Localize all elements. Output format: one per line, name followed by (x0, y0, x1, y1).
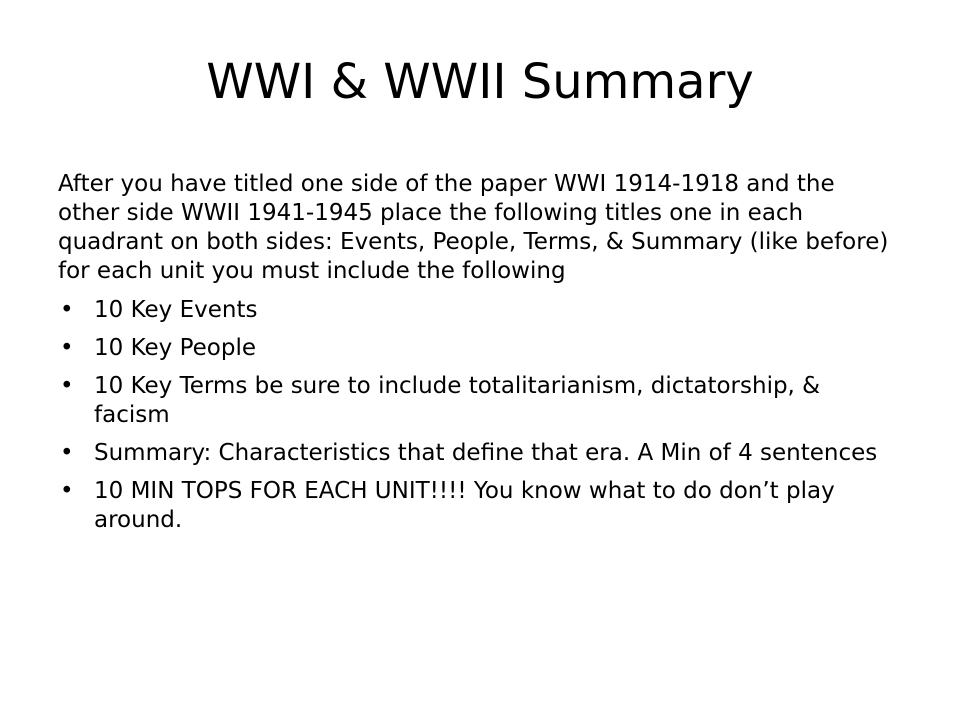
bullet-item-key-people (58, 334, 898, 363)
bullet-icon: • (60, 297, 74, 323)
bullet-text: 10 Key Terms be sure to include totalitarianism, dictatorship, & facism (94, 373, 821, 428)
bullet-item-time-limit (58, 477, 898, 535)
bullet-list (58, 296, 898, 535)
slide-body (58, 170, 898, 544)
slide-title: WWI & WWII Summary (206, 54, 754, 110)
bullet-item-key-events (58, 296, 898, 325)
intro-paragraph: After you have titled one side of the paper WWI 1914-1918 and the other side WWII 1941-1945 place the following titles one in each quadrant on both sides: Events, People, Terms, & Summary (like before) for each unit you must include the following (58, 171, 889, 284)
bullet-icon: • (60, 440, 74, 466)
bullet-text: 10 MIN TOPS FOR EACH UNIT!!!! You know what to do don’t play around. (94, 478, 835, 533)
bullet-icon: • (60, 373, 74, 399)
bullet-item-key-terms (58, 372, 898, 430)
bullet-icon: • (60, 335, 74, 361)
bullet-item-summary (58, 439, 898, 468)
bullet-text: 10 Key Events (94, 297, 258, 323)
bullet-text: Summary: Characteristics that define that era. A Min of 4 sentences (94, 440, 878, 466)
bullet-text: 10 Key People (94, 335, 256, 361)
bullet-icon: • (60, 478, 74, 504)
